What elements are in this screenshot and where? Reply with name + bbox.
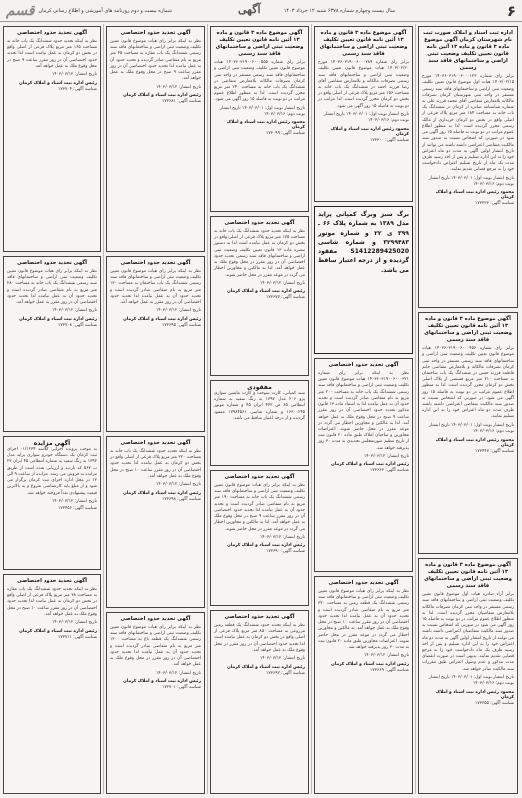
ad-box	[210, 470, 309, 606]
ad-box	[210, 610, 309, 794]
ad-title: اداره ثبت اسناد و املاک صورت ثبت نام شهرستان کرمان آگهی موضوع ماده ۳ قانون و ماده ۱۳ آئین نامه قانون تعیین تکلیف وضعیت ثبتی اراضی و ساختمانهای فاقد سند رسمی	[423, 30, 513, 72]
lost-item-box	[210, 380, 309, 466]
ad-code: شناسه آگهی: ۱۷۳۷۰۸	[58, 322, 97, 328]
ad-dates: تاریخ انتشار: ۱۴۰۳/۰۳/۱۲	[52, 308, 97, 314]
ad-title: آگهی تحدید حدود اختصاصی	[16, 30, 88, 36]
ad-signature: محمود رئیس اداره ثبت اسناد و املاک کرمان	[226, 120, 305, 131]
ad-signature: رئیس اداره ثبت اسناد و املاک کرمان	[123, 678, 201, 684]
ad-code: شناسه آگهی: ۱۷۳۷۰۴	[58, 86, 97, 92]
ad-signature: رئیس اداره ثبت اسناد و املاک کرمان	[331, 661, 409, 667]
ad-dates: تاریخ انتشار: ۱۴۰۳/۰۳/۱۲	[364, 453, 409, 459]
ad-title: آگهی تحدید حدود اختصاصی	[224, 220, 295, 226]
ad-dates: تاریخ انتشار: ۱۴۰۳/۰۳/۱۲	[52, 620, 97, 626]
ad-dates: تاریخ انتشار: ۱۴۰۳/۰۳/۱۲	[156, 670, 201, 676]
ad-body: نظر به اینکه برابر رای هیات موضوع قانون تعیین تکلیف وضعیت ثبتی اراضی و ساختمانهای فاقد سند رسمی ششدانگ یک باب مغازه به مساحت ۴۵ متر مربع به نام متقاضی صادر گردیده و تحدید حدود آن به عمل نیامده لذا تحدید حدود اختصاصی آن در روز مقرر ساعت ۹ صبح در محل وقوع ملک به عمل خواهد آمد.	[110, 39, 201, 82]
auction-body: به موجب پرونده اجرایی کلاسه ۰۱/۱۲۳۴ اجرای ثبت کرمان یک دستگاه خودرو سواری پراید مدل ۱۳۹۲ به رنگ سفید به شماره انتظامی ۴۵ ایران ۲۳ ب ۵۶۷ که بازدید و ارزیابی شده است از طریق مزایده به فروش می رسد. مزایده از ساعت ۹ الی ۱۲ در محل اداره اجرای ثبت کرمان برگزار می شود و از مبلغ پایه کارشناسی شروع و به بالاترین قیمت پیشنهادی نقداً فروخته خواهد شد.	[7, 447, 98, 496]
ad-title: آگهی موضوع ماده ۳ قانون و ماده ۱۳ آئین نامه قانون تعیین تکلیف وضعیت ثبتی اراضی و ساختمانهای فاقد سند رسمی	[319, 30, 408, 58]
ad-dates: تاریخ انتشار: ۱۴۰۳/۰۳/۱۲	[156, 308, 201, 314]
page-number: ۶	[506, 1, 516, 20]
ad-box	[210, 26, 309, 212]
ad-dates: تاریخ انتشار: ۱۴۰۳/۰۳/۱۲	[364, 653, 409, 659]
newspaper-logo: قسم	[6, 2, 35, 19]
ad-code: شناسه آگهی: ۱۷۳۷۰۱	[162, 684, 201, 690]
ad-code: شناسه آگهی: ۱۷۳۷۱۱	[58, 634, 97, 640]
ad-box	[3, 574, 101, 794]
column-divider	[415, 24, 416, 794]
auction-code: شناسه آگهی: ۱۷۳۴۵۶	[58, 506, 97, 512]
ad-body: نظر به اینکه برابر رای هیات موضوع قانون تعیین تکلیف وضعیت ثبتی اراضی و ساختمانهای فاقد سند رسمی ششدانگ یک باب خانه به مساحت ۱۹۰ متر مربع به نام متقاضی صادر گردیده است و تحدید حدود آن به عمل نیامده لذا تحدید حدود اختصاصی آن در روز مقرر ساعت ۹ صبح در محل وقوع ملک به عمل خواهد آمد. لذا به مالکین و مجاورین اخطار می گردد در موعد مقرر در محل حاضر شوند.	[214, 483, 305, 532]
ad-body: برابر رای شماره ۱۴۰۳۶۰۳۱۹۰۰۶۰۰۰۵۵۵ هیات موضوع قانون تعیین تکلیف وضعیت ثبتی اراضی و ساختمانهای فاقد سند رسمی مستقر در واحد ثبتی کرمان تصرفات مالکانه بلامعارض متقاضی در ششدانگ یک باب خانه به مساحت ۲۴۰ متر مربع محرز گردیده است. لذا به منظور اطلاع عموم مراتب در دو نوبت به فاصله ۱۵ روز آگهی می شود.	[214, 60, 306, 103]
ad-dates: تاریخ انتشار نوبت اول: ۱۴۰۳/۰۳/۰۱ تاریخ انتشار نوبت دوم: ۱۴۰۳/۰۳/۱۶	[428, 175, 514, 188]
ad-title: آگهی موضوع ماده ۳ قانون و ماده ۱۳ آئین نامه قانون تعیین تکلیف وضعیت ثبتی اراضی و ساختمانهای فاقد سند رسمی	[215, 30, 304, 58]
ad-body: نظر به اینکه تحدید حدود ششدانگ یک قطعه زمین مزروعی به مساحت ۸۵۰ متر مربع پلاک فرعی از اصلی واقع در بخش دو کرمان به عمل نیامده است لذا تحدید حدود اختصاصی آن در روز مقرر در محل وقوع ملک به عمل خواهد آمد.	[214, 623, 305, 653]
ad-body: نظر به اینکه برابر رای هیات موضوع قانون تعیین تکلیف وضعیت ثبتی اراضی و ساختمانهای فاقد سند رسمی ششدانگ یک باب ساختمان به مساحت ۱۳۰ متر مربع به نام متقاضی صادر گردیده است و تحدید حدود آن به عمل نیامده لذا تحدید حدود اختصاصی آن در روز مقرر به عمل خواهد آمد.	[110, 269, 201, 306]
ad-signature: رئیس اداره ثبت اسناد و املاک کرمان	[123, 490, 201, 496]
ad-dates: تاریخ انتشار: ۱۴۰۳/۰۳/۱۲	[156, 482, 201, 488]
ad-box	[3, 256, 101, 432]
ad-code: شناسه آگهی: ۱۷۳۶۹۲	[266, 670, 305, 676]
ad-code: شناسه آگهی: ۱۷۳۶۹۵	[162, 322, 201, 328]
masthead	[0, 0, 522, 22]
ad-body: برابر آراء صادره هیات اول موضوع قانون تعیین تکلیف وضعیت ثبتی اراضی و ساختمانهای فاقد سند رسمی مستقر در واحد ثبتی کرمان تصرفات مالکانه بلامعارض متقاضیان محرز گردیده است. لذا به منظور اطلاع عموم مراتب در دو نوبت به فاصله ۱۵ روز آگهی می شود در صورتی که اشخاص نسبت به صدور سند مالکیت متقاضیان اعتراضی داشته باشند می توانند از تاریخ انتشار اولین آگهی به مدت دو ماه اعتراض خود را به این اداره تسلیم و پس از اخذ رسید ظرف یک ماه دادخواست خود را به مرجع قضایی تقدیم نمایند. بدیهی است در صورت انقضای مدت مذکور و عدم وصول اعتراض طبق مقررات سند مالکیت صادر خواهد شد.	[422, 592, 514, 672]
ad-title: آگهی تحدید حدود اختصاصی	[16, 260, 88, 266]
ad-box	[210, 216, 309, 376]
ad-code: شناسه آگهی: ۱۷۳۴۴۷	[475, 448, 514, 454]
ad-title: آگهی تحدید حدود اختصاصی	[328, 580, 399, 586]
ad-body: نظر به اینکه برابر رای شماره ۱۴۰۳۶۰۳۱۹۰۰۶۰۰۰۳۲۱ هیات موضوع قانون تعیین تکلیف وضعیت ثبتی اراضی و ساختمانهای فاقد سند رسمی ششدانگ یک باب خانه به مساحت ۲۰۰ متر مربع به نام متقاضی صادر گردیده است و تحدید حدود آن به عمل نیامده لذا به استناد ماده ۱۳ قانون مذکور تحدید حدود اختصاصی آن در روز مقرر ساعت ۹ صبح در محل وقوع ملک به عمل خواهد آمد. لذا به مالکین و مجاورین اخطار می گردد در موعد مقرر در محل حاضر شوند. اعتراضات مجاورین و صاحبان املاک طبق ماده ۲۰ قانون ثبت از تاریخ تنظیم صورتمجلس تحدیدی به مدت ۳۰ روز پذیرفته خواهد شد.	[318, 371, 410, 451]
paper-name: آگهی	[238, 3, 261, 16]
ad-box	[106, 256, 205, 432]
ad-box	[418, 26, 518, 308]
ad-signature: محمود رئیس اداره ثبت اسناد و املاک کرمان	[330, 126, 409, 137]
ad-title: آگهی تحدید حدود اختصاصی	[120, 30, 191, 36]
ad-box	[314, 576, 413, 794]
ad-body: نظر به اینکه تحدید حدود ششدانگ یک باب مغازه به مساحت ۳۸ متر مربع پلاک فرعی از اصلی واقع در بخش دو کرمان به عمل نیامده لذا تحدید حدود اختصاصی آن در روز مقرر ساعت ۱۰ صبح در محل وقوع ملک به عمل خواهد آمد.	[7, 587, 97, 617]
auction-box	[3, 436, 101, 570]
ad-signature: رئیس اداره ثبت اسناد و املاک کرمان	[19, 80, 97, 86]
ad-dates: تاریخ انتشار: ۱۴۰۳/۰۳/۱۲	[260, 656, 305, 662]
ad-box	[314, 26, 413, 202]
ad-signature: رئیس اداره ثبت اسناد و املاک کرمان	[331, 462, 409, 468]
ad-box	[418, 558, 518, 794]
bold-notice-box	[314, 206, 413, 354]
ad-title: آگهی تحدید حدود اختصاصی	[120, 616, 191, 622]
tagline: شماره بیست و دوم روزنامه های آموزشی و اطلاع رسانی کرمان	[38, 7, 172, 14]
ad-box	[106, 612, 205, 794]
ad-signature: رئیس اداره ثبت اسناد و املاک کرمان	[123, 316, 201, 322]
ad-box	[106, 436, 205, 608]
auction-date: تاریخ انتشار: ۱۴۰۳/۰۳/۱۲	[52, 498, 97, 504]
ad-body: نظر به اینکه تحدید حدود ششدانگ یک باب خانه به مساحت ۱۶۵ متر مربع پلاک فرعی از اصلی واقع در بخش دو کرمان به عمل نیامده است لذا تحدید حدود اختصاصی آن در روز مقرر ساعت ۹ صبح در محل وقوع ملک به عمل خواهد آمد.	[7, 39, 98, 69]
ad-body: برابر رای شماره ۱۴۰۳۶۰۳۱۹۰۰۶۰۰۰۱۲۳ مورخ ۱۴۰۳/۰۲/۱۵ هیات اول موضوع قانون تعیین تکلیف وضعیت ثبتی اراضی و ساختمانهای فاقد سند رسمی مستقر در واحد ثبتی شهرستان کرمان تصرفات مالکانه بلامعارض متقاضی آقای محمد فرزند علی به شماره شناسنامه صادره از کرمان در ششدانگ یک باب خانه به مساحت ۱۸۴ متر مربع پلاک فرعی از اصلی واقع در بخش دو کرمان خریداری از مالک رسمی محرز گردیده است. لذا به منظور اطلاع عموم مراتب در دو نوبت به فاصله ۱۵ روز آگهی می شود در صورتی که اشخاص نسبت به صدور سند مالکیت متقاضی اعتراضی داشته باشند می توانند از تاریخ انتشار اولین آگهی به مدت دو ماه اعتراض خود را به این اداره تسلیم و پس از اخذ رسید ظرف مدت یک ماه از تاریخ تسلیم اعتراض دادخواست خود را به مرجع قضایی تقدیم نمایند.	[422, 74, 514, 173]
ad-body: نظر به اینکه تحدید حدود ششدانگ یک باب خانه به مساحت ۲۲۰ متر مربع پلاک فرعی از اصلی واقع در بخش دو کرمان به عمل نیامده لذا تحدید حدود اختصاصی آن در روز مقرر ساعت ۱۰ صبح در محل وقوع ملک به عمل خواهد آمد.	[110, 449, 201, 479]
ad-box	[3, 26, 101, 252]
ad-code: شناسه آگهی: ۱۷۳۳۵۵	[475, 700, 514, 706]
ad-signature: رئیس اداره ثبت اسناد و املاک کرمان	[227, 543, 305, 549]
lost-item-title: مفقودی	[247, 384, 272, 391]
ad-body: نظر به اینکه برابر رای هیات موضوع قانون تعیین تکلیف وضعیت ثبتی اراضی و ساختمانهای فاقد سند رسمی ششدانگ یک باب خانه به مساحت ۲۸۰ متر مربع به نام متقاضی صادر گردیده است و تحدید حدود آن به عمل نیامده لذا تحدید حدود اختصاصی آن در روز مقرر به عمل خواهد آمد.	[7, 269, 97, 306]
ad-body: برابر رای شماره ۱۴۰۳۶۰۳۱۹۰۰۶۰۰۰۴۵۶ هیات موضوع قانون تعیین تکلیف وضعیت ثبتی اراضی و ساختمانهای فاقد سند رسمی مستقر در واحد ثبتی کرمان تصرفات مالکانه و بلامعارض متقاضی خانم فاطمه فرزند حسن در ششدانگ یک باب ساختمان به مساحت ۲۱۰ متر مربع قسمتی از پلاک اصلی بخش دو کرمان محرز گردیده است. لذا به منظور اطلاع عموم مراتب در دو نوبت به فاصله ۱۵ روز آگهی می شود. در صورتی که اشخاص نسبت به صدور سند مالکیت متقاضی اعتراضی داشته باشند ظرف مدت دو ماه اعتراض خود را به این اداره تسلیم نمایند.	[422, 346, 514, 420]
ad-dates: تاریخ انتشار: ۱۴۰۳/۰۳/۱۲	[260, 534, 305, 540]
bold-notice-text: برگ سبز وبرگ کمپانی پراید مدل ۱۳۸۹ به شماره پلاک ۶۶ ـ ۳۹۹ ی ۲۲ و شماره موتور ۳۲۹۹۴۸۳ و شماره شاسی S1412289425020 مفقود گردیده و از درجه اعتبار ساقط می باشد.	[318, 211, 410, 274]
ad-dates: تاریخ انتشار: ۱۴۰۳/۰۳/۱۲	[260, 280, 305, 286]
column-divider	[311, 24, 312, 794]
ad-code: شناسه آگهی: ۱۷۳۶۷۷	[266, 295, 305, 301]
ad-signature: محمود رئیس اداره ثبت اسناد و املاک کرمان	[435, 190, 514, 201]
logo-box	[6, 3, 172, 19]
ad-box	[418, 312, 518, 554]
ad-body: نظر به اینکه برابر رای هیات موضوع قانون تعیین تکلیف وضعیت ثبتی اراضی و ساختمانهای فاقد سند رسمی ششدانگ یک قطعه باغ به مساحت ۱۲۰۰ متر مربع به نام متقاضی صادر گردیده است و تحدید حدود آن به عمل نیامده لذا تحدید حدود اختصاصی آن در روز مقرر در محل وقوع ملک به عمل خواهد آمد.	[110, 625, 201, 668]
ad-code: شناسه آگهی: ۱۷۳۶۶۹	[370, 667, 409, 673]
ad-code: شناسه آگهی: ۱۷۳۶۹۸	[162, 496, 201, 502]
ad-title: آگهی تحدید حدود اختصاصی	[120, 440, 191, 446]
ad-title: آگهی تحدید حدود اختصاصی	[224, 614, 295, 620]
ad-signature: رئیس اداره ثبت اسناد و املاک کرمان	[227, 664, 305, 670]
ad-code: شناسه آگهی: ۱۷۳۶۸۱	[162, 98, 201, 104]
ad-title: آگهی تحدید حدود اختصاصی	[120, 260, 191, 266]
column-divider	[207, 24, 208, 794]
lost-item-body: سند کمپانی، کارت سوخت و کارت ماشین سواری پژو ۲۰۶ مدل ۱۳۹۷ به رنگ سفید به شماره انتظامی ۶۵ ص ۴۳۲ ایران ۴۵ و شماره موتور ۱۶۳۰۰۲۴۵ و شماره شاسی ۱۷۹۸۴۵۶۱ مفقود گردیده و از درجه اعتبار ساقط می باشد.	[214, 391, 305, 421]
ad-title: آگهی تحدید حدود اختصاصی	[16, 578, 88, 584]
ad-dates: تاریخ انتشار نوبت اول: ۱۴۰۳/۰۳/۰۱ تاریخ انتشار نوبت دوم: ۱۴۰۳/۰۳/۱۶	[428, 422, 514, 435]
ad-signature: محمود رئیس اداره ثبت اسناد و املاک کرمان	[435, 689, 514, 700]
ad-body: نظر به اینکه برابر رای هیات موضوع قانون تعیین تکلیف وضعیت ثبتی اراضی و ساختمانهای فاقد سند رسمی ششدانگ یک قطعه زمین به مساحت ۳۲۰ متر مربع به نام متقاضی صادر گردیده است و تحدید حدود آن به عمل نیامده لذا تحدید حدود اختصاصی آن در روز مقرر ساعت ۱۰ صبح در محل وقوع ملک به عمل خواهد آمد. به مالکین و مجاورین اخطار می گردد در موعد مقرر در محل حاضر شوند. اعتراضات مجاورین طبق ماده ۲۰ قانون ثبت به مدت ۳۰ روز پذیرفته خواهد شد.	[318, 589, 409, 650]
ad-signature: رئیس اداره ثبت اسناد و املاک کرمان	[227, 289, 305, 295]
ad-dates: تاریخ انتشار نوبت اول: ۱۴۰۳/۰۳/۰۱ تاریخ انتشار نوبت دوم: ۱۴۰۳/۰۳/۱۶	[428, 674, 514, 687]
ad-body: برابر رای شماره ۱۴۰۳۶۰۳۱۹۰۰۶۰۰۰۷۸۹ مورخ ۱۴۰۳/۰۲/۲۰ هیات موضوع قانون تعیین تکلیف وضعیت ثبتی اراضی و ساختمانهای فاقد سند رسمی تصرفات مالکانه و بلامعارض متقاضی آقای رضا فرزند احمد در ششدانگ یک باب خانه به مساحت ۱۵۶ متر مربع پلاک فرعی از اصلی واقع در بخش دو کرمان محرز گردیده است. لذا مراتب در دو نوبت به فاصله ۱۵ روز آگهی می شود.	[318, 60, 409, 109]
ad-title: آگهی تحدید حدود اختصاصی	[328, 362, 399, 368]
ad-signature: محمود رئیس اداره ثبت اسناد و املاک کرمان	[435, 437, 514, 448]
ad-signature: رئیس اداره ثبت اسناد و املاک کرمان	[19, 628, 97, 634]
ad-body: نظر به اینکه تحدید حدود ششدانگ یک باب خانه به مساحت ۱۷۵ متر مربع پلاک فرعی از اصلی واقع در بخش دو کرمان به عمل نیامده است لذا به دستور تبصره ماده ۱۳ قانون تعیین تکلیف وضعیت ثبتی اراضی و ساختمانهای فاقد سند رسمی تحدید حدود اختصاصی آن در روز مقرر در محل وقوع ملک به عمل خواهد آمد. لذا به مالکین و مجاورین اخطار می گردد در موعد مقرر در محل حاضر شوند.	[214, 229, 305, 278]
ad-dates: تاریخ انتشار نوبت اول: ۱۴۰۳/۰۳/۰۱ تاریخ انتشار نوبت دوم: ۱۴۰۳/۰۳/۱۶	[219, 105, 305, 118]
ad-code: شناسه آگهی: ۱۷۳۶۹۰	[266, 549, 305, 555]
ad-title: آگهی موضوع ماده ۳ قانون و ماده ۱۳ آئین نامه قانون تعیین تکلیف وضعیت ثبتی اراضی و ساختمانهای فاقد سند رسمی	[424, 562, 512, 590]
ad-code: شناسه آگهی: ۱۷۳۶۶۳	[370, 468, 409, 474]
ad-box	[106, 26, 205, 252]
ad-dates: تاریخ انتشار: ۱۴۰۳/۰۳/۱۲	[156, 84, 201, 90]
ad-dates: تاریخ انتشار نوبت اول: ۱۴۰۳/۰۳/۰۱ تاریخ انتشار نوبت دوم: ۱۴۰۳/۰۳/۱۶	[323, 111, 409, 124]
ad-signature: رئیس اداره ثبت اسناد و املاک کرمان	[19, 316, 97, 322]
ad-signature: رئیس اداره ثبت اسناد و املاک کرمان	[123, 92, 201, 98]
ad-code: شناسه آگهی: ۱۷۳۰۹۹	[266, 131, 305, 137]
ad-code: شناسه آگهی: ۱۷۳۳۰۰	[370, 137, 409, 143]
ad-title: آگهی تحدید حدود اختصاصی	[224, 474, 295, 480]
ad-dates: تاریخ انتشار: ۱۴۰۳/۰۳/۱۲	[52, 72, 97, 78]
ad-title: آگهی موضوع ماده ۳ قانون و ماده ۱۳ آئین نامه قانون تعیین تکلیف وضعیت ثبتی اراضی و ساختمانهای فاقد سند رسمی	[424, 316, 512, 344]
ad-code: شناسه آگهی: ۱۷۳۲۳۳	[475, 201, 514, 207]
auction-title: آگهی مزایده	[33, 440, 71, 447]
issue-info: سال بیست وچهارم شماره ۶۳۷۸ شنبه ۱۲ خرداد ۱۴۰۳	[283, 7, 396, 14]
ad-box	[314, 358, 413, 572]
column-divider	[103, 24, 104, 794]
